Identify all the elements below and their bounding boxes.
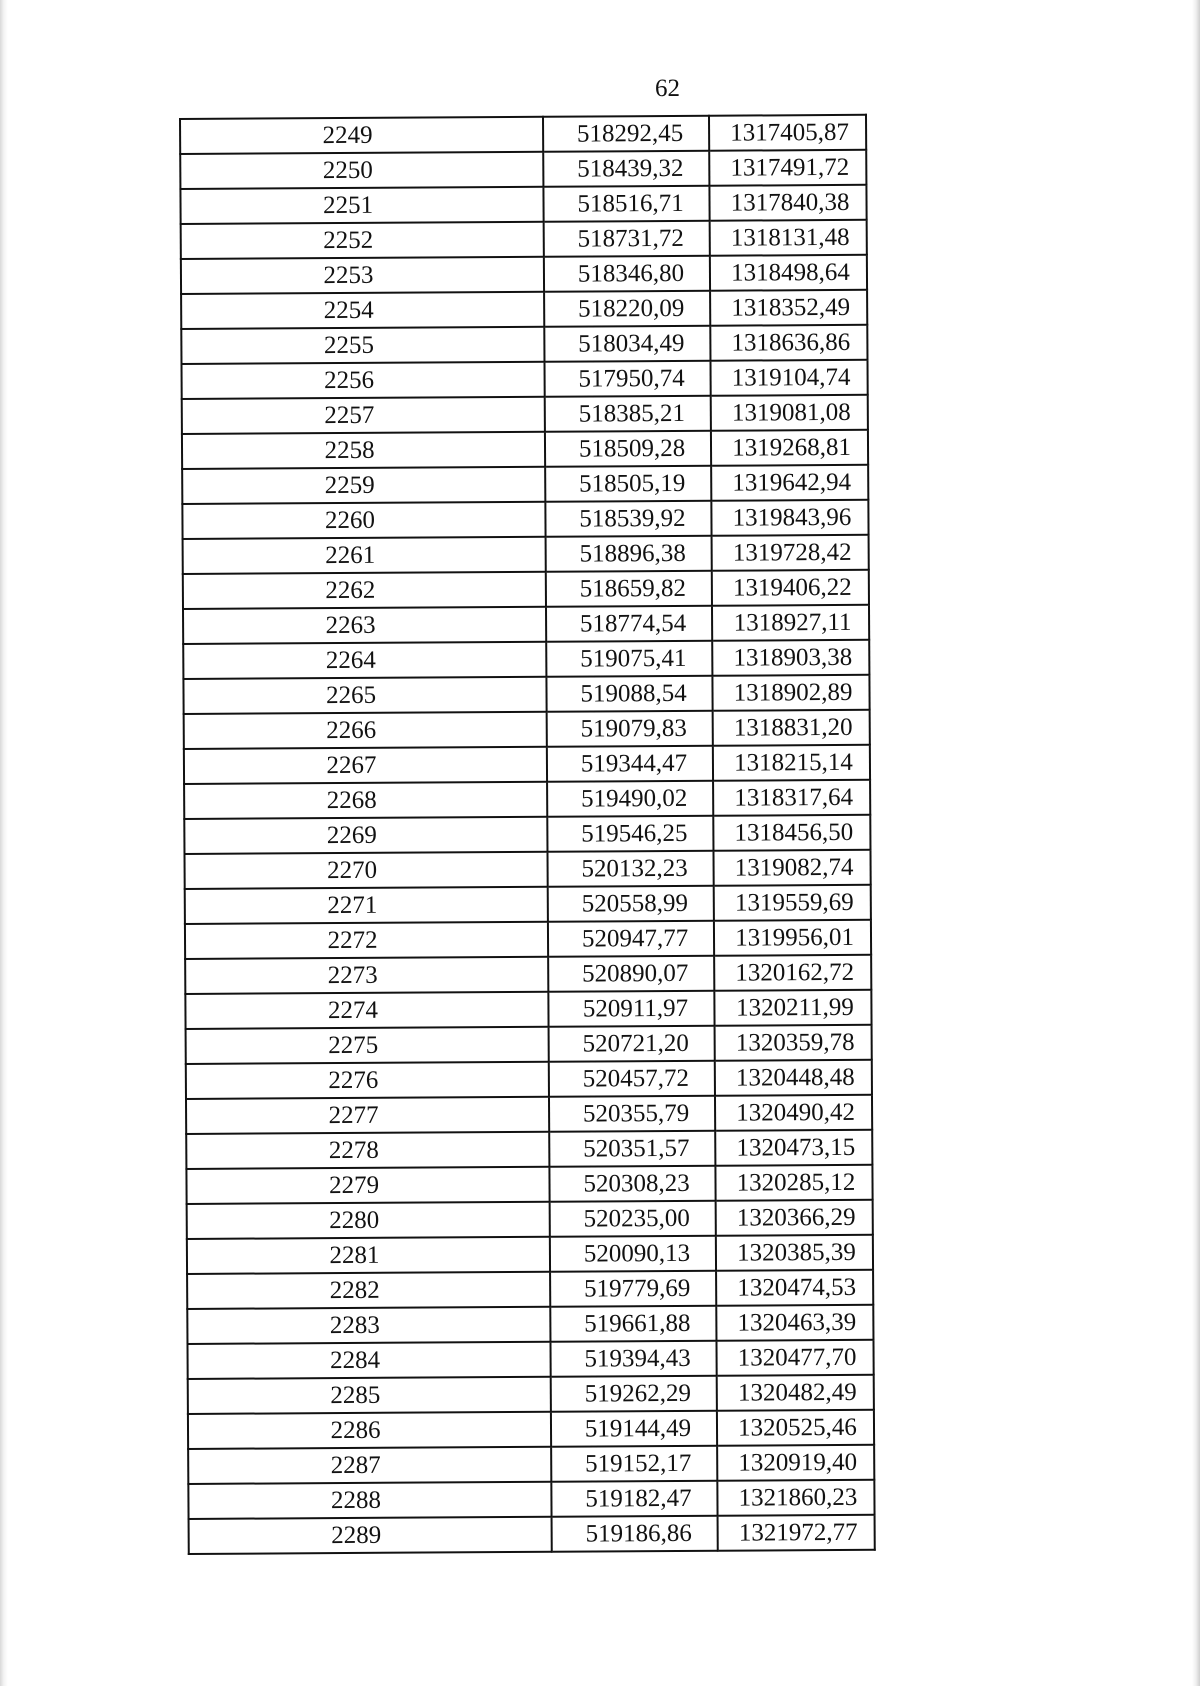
point-number-cell: 2257: [182, 397, 545, 434]
table-row: [180, 150, 866, 189]
y-coordinate-cell: 1319843,96: [711, 500, 868, 536]
table-row: [188, 1375, 874, 1414]
y-coordinate-cell: 1319268,81: [711, 430, 868, 466]
x-coordinate-cell: 520090,13: [550, 1236, 716, 1272]
x-coordinate-cell: 520308,23: [549, 1166, 715, 1202]
point-number-cell: 2272: [185, 922, 548, 959]
x-coordinate-cell: 520457,72: [549, 1061, 715, 1097]
point-number-cell: 2279: [186, 1167, 549, 1204]
point-number-cell: 2283: [187, 1307, 550, 1344]
point-number-cell: 2268: [184, 782, 547, 819]
point-number-cell: 2254: [181, 292, 544, 329]
point-number-cell: 2250: [180, 152, 543, 189]
x-coordinate-cell: 518292,45: [543, 116, 709, 152]
point-number-cell: 2282: [187, 1272, 550, 1309]
table-row: [185, 990, 871, 1029]
point-number-cell: 2276: [186, 1062, 549, 1099]
point-number-cell: 2263: [183, 607, 546, 644]
y-coordinate-cell: 1321972,77: [718, 1515, 875, 1551]
x-coordinate-cell: 520132,23: [547, 851, 713, 887]
y-coordinate-cell: 1320359,78: [715, 1025, 872, 1061]
y-coordinate-cell: 1318215,14: [713, 745, 870, 781]
x-coordinate-cell: 520355,79: [549, 1096, 715, 1132]
table-row: [183, 535, 869, 574]
point-number-cell: 2262: [183, 572, 546, 609]
table-row: [182, 465, 868, 504]
y-coordinate-cell: 1317840,38: [709, 185, 866, 221]
x-coordinate-cell: 518516,71: [543, 186, 709, 222]
y-coordinate-cell: 1318131,48: [710, 220, 867, 256]
y-coordinate-cell: 1320474,53: [716, 1270, 873, 1306]
scan-edge-right: [1192, 0, 1200, 1686]
table-row: [181, 325, 867, 364]
y-coordinate-cell: 1317491,72: [709, 150, 866, 186]
table-row: [185, 885, 871, 924]
y-coordinate-cell: 1320473,15: [715, 1130, 872, 1166]
table-row: [185, 920, 871, 959]
table-row: [181, 255, 867, 294]
y-coordinate-cell: 1319642,94: [711, 465, 868, 501]
y-coordinate-cell: 1320525,46: [717, 1410, 874, 1446]
table-row: [188, 1480, 874, 1519]
x-coordinate-cell: 519075,41: [546, 641, 712, 677]
x-coordinate-cell: 520721,20: [549, 1026, 715, 1062]
x-coordinate-cell: 520890,07: [548, 956, 714, 992]
point-number-cell: 2260: [182, 502, 545, 539]
table-row: [181, 220, 867, 259]
point-number-cell: 2278: [186, 1132, 549, 1169]
x-coordinate-cell: 520351,57: [549, 1131, 715, 1167]
x-coordinate-cell: 518774,54: [546, 606, 712, 642]
x-coordinate-cell: 519186,86: [552, 1516, 718, 1552]
y-coordinate-cell: 1319559,69: [714, 885, 871, 921]
y-coordinate-cell: 1320463,39: [716, 1305, 873, 1341]
table-row: [187, 1235, 873, 1274]
point-number-cell: 2259: [182, 467, 545, 504]
table-row: [186, 1060, 872, 1099]
x-coordinate-cell: 518034,49: [544, 326, 710, 362]
x-coordinate-cell: 518539,92: [545, 501, 711, 537]
table-row: [184, 745, 870, 784]
x-coordinate-cell: 520947,77: [548, 921, 714, 957]
table-row: [184, 780, 870, 819]
x-coordinate-cell: 519152,17: [551, 1446, 717, 1482]
x-coordinate-cell: 519079,83: [547, 711, 713, 747]
point-number-cell: 2287: [188, 1447, 551, 1484]
table-row: [184, 710, 870, 749]
point-number-cell: 2288: [188, 1482, 551, 1519]
point-number-cell: 2270: [184, 852, 547, 889]
y-coordinate-cell: 1320162,72: [714, 955, 871, 991]
table-row: [186, 1095, 872, 1134]
table-row: [188, 1410, 874, 1449]
point-number-cell: 2252: [181, 222, 544, 259]
point-number-cell: 2253: [181, 257, 544, 294]
table-row: [180, 185, 866, 224]
x-coordinate-cell: 518509,28: [545, 431, 711, 467]
y-coordinate-cell: 1318317,64: [713, 780, 870, 816]
point-number-cell: 2265: [183, 677, 546, 714]
point-number-cell: 2251: [180, 187, 543, 224]
scan-edge-left: [0, 0, 8, 1686]
point-number-cell: 2275: [186, 1027, 549, 1064]
table-row: [183, 570, 869, 609]
point-number-cell: 2267: [184, 747, 547, 784]
point-number-cell: 2289: [189, 1517, 552, 1554]
table-row: [186, 1130, 872, 1169]
table-row: [187, 1340, 873, 1379]
y-coordinate-cell: 1319956,01: [714, 920, 871, 956]
table-row: [188, 1445, 874, 1484]
y-coordinate-cell: 1320448,48: [715, 1060, 872, 1096]
point-number-cell: 2258: [182, 432, 545, 469]
table-row: [187, 1200, 873, 1239]
y-coordinate-cell: 1318636,86: [710, 325, 867, 361]
page-number: 62: [655, 75, 680, 102]
x-coordinate-cell: 518659,82: [546, 571, 712, 607]
point-number-cell: 2271: [185, 887, 548, 924]
point-number-cell: 2261: [183, 537, 546, 574]
x-coordinate-cell: 518731,72: [544, 221, 710, 257]
x-coordinate-cell: 519394,43: [550, 1341, 716, 1377]
table-row: [182, 395, 868, 434]
x-coordinate-cell: 519144,49: [551, 1411, 717, 1447]
y-coordinate-cell: 1319406,22: [712, 570, 869, 606]
y-coordinate-cell: 1318498,64: [710, 255, 867, 291]
table-row: [186, 1025, 872, 1064]
x-coordinate-cell: 520911,97: [548, 991, 714, 1027]
y-coordinate-cell: 1320482,49: [717, 1375, 874, 1411]
point-number-cell: 2281: [187, 1237, 550, 1274]
table-row: [180, 115, 866, 154]
y-coordinate-cell: 1320366,29: [716, 1200, 873, 1236]
x-coordinate-cell: 518439,32: [543, 151, 709, 187]
y-coordinate-cell: 1317405,87: [709, 115, 866, 151]
x-coordinate-cell: 519262,29: [551, 1376, 717, 1412]
y-coordinate-cell: 1320285,12: [715, 1165, 872, 1201]
x-coordinate-cell: 519182,47: [551, 1481, 717, 1517]
x-coordinate-cell: 518385,21: [545, 396, 711, 432]
y-coordinate-cell: 1320477,70: [716, 1340, 873, 1376]
table-row: [183, 640, 869, 679]
y-coordinate-cell: 1318831,20: [713, 710, 870, 746]
y-coordinate-cell: 1320490,42: [715, 1095, 872, 1131]
x-coordinate-cell: 520558,99: [548, 886, 714, 922]
table-row: [189, 1515, 875, 1554]
point-number-cell: 2255: [181, 327, 544, 364]
y-coordinate-cell: 1320919,40: [717, 1445, 874, 1481]
point-number-cell: 2266: [184, 712, 547, 749]
x-coordinate-cell: 517950,74: [544, 361, 710, 397]
point-number-cell: 2277: [186, 1097, 549, 1134]
x-coordinate-cell: 520235,00: [550, 1201, 716, 1237]
x-coordinate-cell: 519779,69: [550, 1271, 716, 1307]
table-row: [187, 1270, 873, 1309]
y-coordinate-cell: 1319081,08: [711, 395, 868, 431]
coordinates-table: [179, 114, 876, 1555]
table-row: [182, 360, 868, 399]
y-coordinate-cell: 1318927,11: [712, 605, 869, 641]
y-coordinate-cell: 1319104,74: [710, 360, 867, 396]
table-row: [182, 500, 868, 539]
point-number-cell: 2273: [185, 957, 548, 994]
y-coordinate-cell: 1318456,50: [713, 815, 870, 851]
point-number-cell: 2264: [183, 642, 546, 679]
table-row: [187, 1305, 873, 1344]
table-row: [186, 1165, 872, 1204]
table-row: [184, 850, 870, 889]
y-coordinate-cell: 1318903,38: [712, 640, 869, 676]
x-coordinate-cell: 519546,25: [547, 816, 713, 852]
x-coordinate-cell: 519490,02: [547, 781, 713, 817]
table-row: [183, 675, 869, 714]
point-number-cell: 2269: [184, 817, 547, 854]
x-coordinate-cell: 518346,80: [544, 256, 710, 292]
y-coordinate-cell: 1320385,39: [716, 1235, 873, 1271]
table-row: [185, 955, 871, 994]
point-number-cell: 2280: [187, 1202, 550, 1239]
point-number-cell: 2249: [180, 117, 543, 154]
table-row: [184, 815, 870, 854]
point-number-cell: 2286: [188, 1412, 551, 1449]
y-coordinate-cell: 1318902,89: [712, 675, 869, 711]
y-coordinate-cell: 1320211,99: [714, 990, 871, 1026]
coordinates-table-body: [180, 115, 875, 1554]
point-number-cell: 2274: [185, 992, 548, 1029]
table-row: [182, 430, 868, 469]
x-coordinate-cell: 518220,09: [544, 291, 710, 327]
point-number-cell: 2256: [182, 362, 545, 399]
y-coordinate-cell: 1318352,49: [710, 290, 867, 326]
x-coordinate-cell: 518505,19: [545, 466, 711, 502]
y-coordinate-cell: 1321860,23: [717, 1480, 874, 1516]
x-coordinate-cell: 519344,47: [547, 746, 713, 782]
x-coordinate-cell: 518896,38: [546, 536, 712, 572]
point-number-cell: 2284: [187, 1342, 550, 1379]
x-coordinate-cell: 519088,54: [546, 676, 712, 712]
table-row: [183, 605, 869, 644]
table-row: [181, 290, 867, 329]
x-coordinate-cell: 519661,88: [550, 1306, 716, 1342]
point-number-cell: 2285: [188, 1377, 551, 1414]
y-coordinate-cell: 1319728,42: [712, 535, 869, 571]
y-coordinate-cell: 1319082,74: [713, 850, 870, 886]
